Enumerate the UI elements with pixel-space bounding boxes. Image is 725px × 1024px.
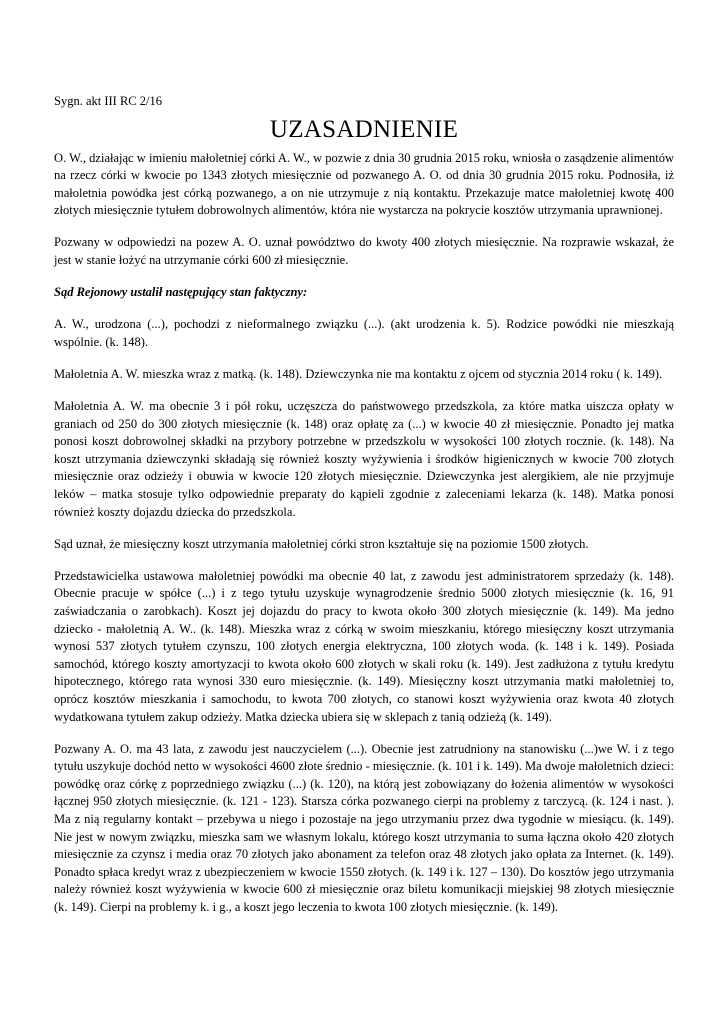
section-heading-facts: Sąd Rejonowy ustalił następujący stan faktyczny: xyxy=(54,285,308,300)
paragraph-response: Pozwany w odpowiedzi na pozew A. O. uznał powództwo do kwoty 400 złotych miesięcznie. Na rozprawie wskazał, że jest w stanie łożyć na utrzymanie córki 600 zł miesięcznie. xyxy=(54,235,674,268)
document-title: UZASADNIENIE xyxy=(269,115,459,143)
paragraph-defendant-situation: Pozwany A. O. ma 43 lata, z zawodu jest nauczycielem (...). Obecnie jest zatrudniony na stanowisku (...)we W. i z tego tytułu uszykuje dochód netto w wysokości 4600 złote średnio - miesięcznie. (k. 101 i k. 149). Ma dwoje małoletnich dzieci: powódkę oraz córkę z poprzedniego związku (...) (k. 120), na którą jest zobowiązany do łożenia alimentów w wysokości łącznej 950 złotych miesięcznie. (k. 121 - 123). Starsza córka pozwanego cierpi na problemy z tarczycą. (k. 124 i nast. ). Ma z nią regularny kontakt – przebywa u niego i pozostaje na jego utrzymaniu przez dwa tygodnie w miesiącu. (k. 149). Nie jest w nowym związku, mieszka sam we własnym lokalu, którego koszt utrzymania to suma łączna około 420 złotych miesięcznie za czynsz i media oraz 70 złotych jako abonament za telefon oraz 48 złotych jako opłata za Internet. (k. 149). Ponadto spłaca kredyt wraz z ubezpieczeniem w kwocie 1550 złotych. (k. 149 i k. 127 – 130). Do kosztów jego utrzymania należy również koszt wyżywienia w kwocie 600 zł miesięcznie oraz biletu komunikacji miejskiej 98 złotych miesięcznie (k. 149). Cierpi na problemy k. i g., a koszt jego leczenia to kwota 100 złotych miesięcznie. (k. 149). xyxy=(54,741,674,914)
paragraph-residence: Małoletnia A. W. mieszka wraz z matką. (k. 148). Dziewczynka nie ma kontaktu z ojcem od stycznia 2014 roku ( k. 149). xyxy=(54,366,663,381)
document-page xyxy=(54,93,674,917)
paragraph-claim: O. W., działając w imieniu małoletniej córki A. W., w pozwie z dnia 30 grudnia 2015 roku, wniosła o zasądzenie alimentów na rzecz córki w kwocie po 1343 złotych miesięcznie od pozwanego A. O. od dnia 30 grudnia 2015 roku. Podnosiła, iż małoletnia powódka jest córką pozwanego, a on nie utrzymuje z nią kontaktu. Przekazuje matce małoletniej kwotę 400 złotych miesięcznie tytułem dobrowolnych alimentów, która nie wystarcza na pokrycie kosztów utrzymania uprawnionej. xyxy=(54,150,674,218)
paragraph-mother-situation: Przedstawicielka ustawowa małoletniej powódki ma obecnie 40 lat, z zawodu jest administratorem sprzedaży (k. 148). Obecnie pracuje w spółce (...) i z tego tytułu uzyskuje wynagrodzenie średnio 5000 złotych miesięcznie (k. 16, 91 zaświadczania o zarobkach). Koszt jej dojazdu do pracy to kwota około 300 złotych miesięcznie (k. 149). Ma jedno dziecko - małoletnią A. W.. (k. 148). Mieszka wraz z córką w swoim mieszkaniu, którego miesięczny koszt utrzymania wynosi 537 złotych tytułem czynszu, 100 złotych energia elektryczna, 100 złotych woda. (k. 148 i k. 149). Posiada samochód, którego koszty amortyzacji to kwota około 600 złotych w skali roku (k. 149). Jest zadłużona z tytułu kredytu hipotecznego, którego rata wynosi 330 euro miesięcznie. (k. 149). Miesięczny koszt utrzymania matki małoletniej to, oprócz kosztów mieszkania i samochodu, to kwota 700 złotych, co stanowi koszt wyżywienia oraz kwota 40 złotych wydatkowana tytułem zakup odzieży. Matka dziecka ubiera się w sklepach z tanią odzieżą (k. 149). xyxy=(54,568,674,724)
paragraph-birth: A. W., urodzona (...), pochodzi z nieformalnego związku (...). (akt urodzenia k. 5). Rodzice powódki nie mieszkają wspólnie. (k. 148). xyxy=(54,317,674,349)
paragraph-child-costs: Małoletnia A. W. ma obecnie 3 i pół roku, uczęszcza do państwowego przedszkola, za które matka uiszcza opłaty w graniach od 250 do 300 złotych miesięcznie (k. 148) oraz opłatę za (...) w kwocie 40 zł miesięcznie. Ponadto jej matka ponosi koszt dobrowolnej składki na przybory potrzebne w przedszkolu w wysokości 100 złotych rocznie. (k. 148). Na koszt utrzymania dziewczynki składają się również koszty wyżywienia i środków higienicznych w kwocie 700 złotych miesięcznie oraz odzieży i obuwia w kwocie 120 złotych miesięcznie. Dziewczynka jest alergikiem, ale nie przyjmuje leków – matka stosuje tylko odpowiednie preparaty do kąpieli zgodnie z zaleceniami lekarza (k. 148). Matka ponosi również koszty dojazdu dziecka do przedszkola. xyxy=(54,399,674,519)
case-signature: Sygn. akt III RC 2/16 xyxy=(54,94,162,108)
paragraph-court-finding: Sąd uznał, że miesięczny koszt utrzymania małoletniej córki stron kształtuje się na poziomie 1500 złotych. xyxy=(54,536,589,551)
